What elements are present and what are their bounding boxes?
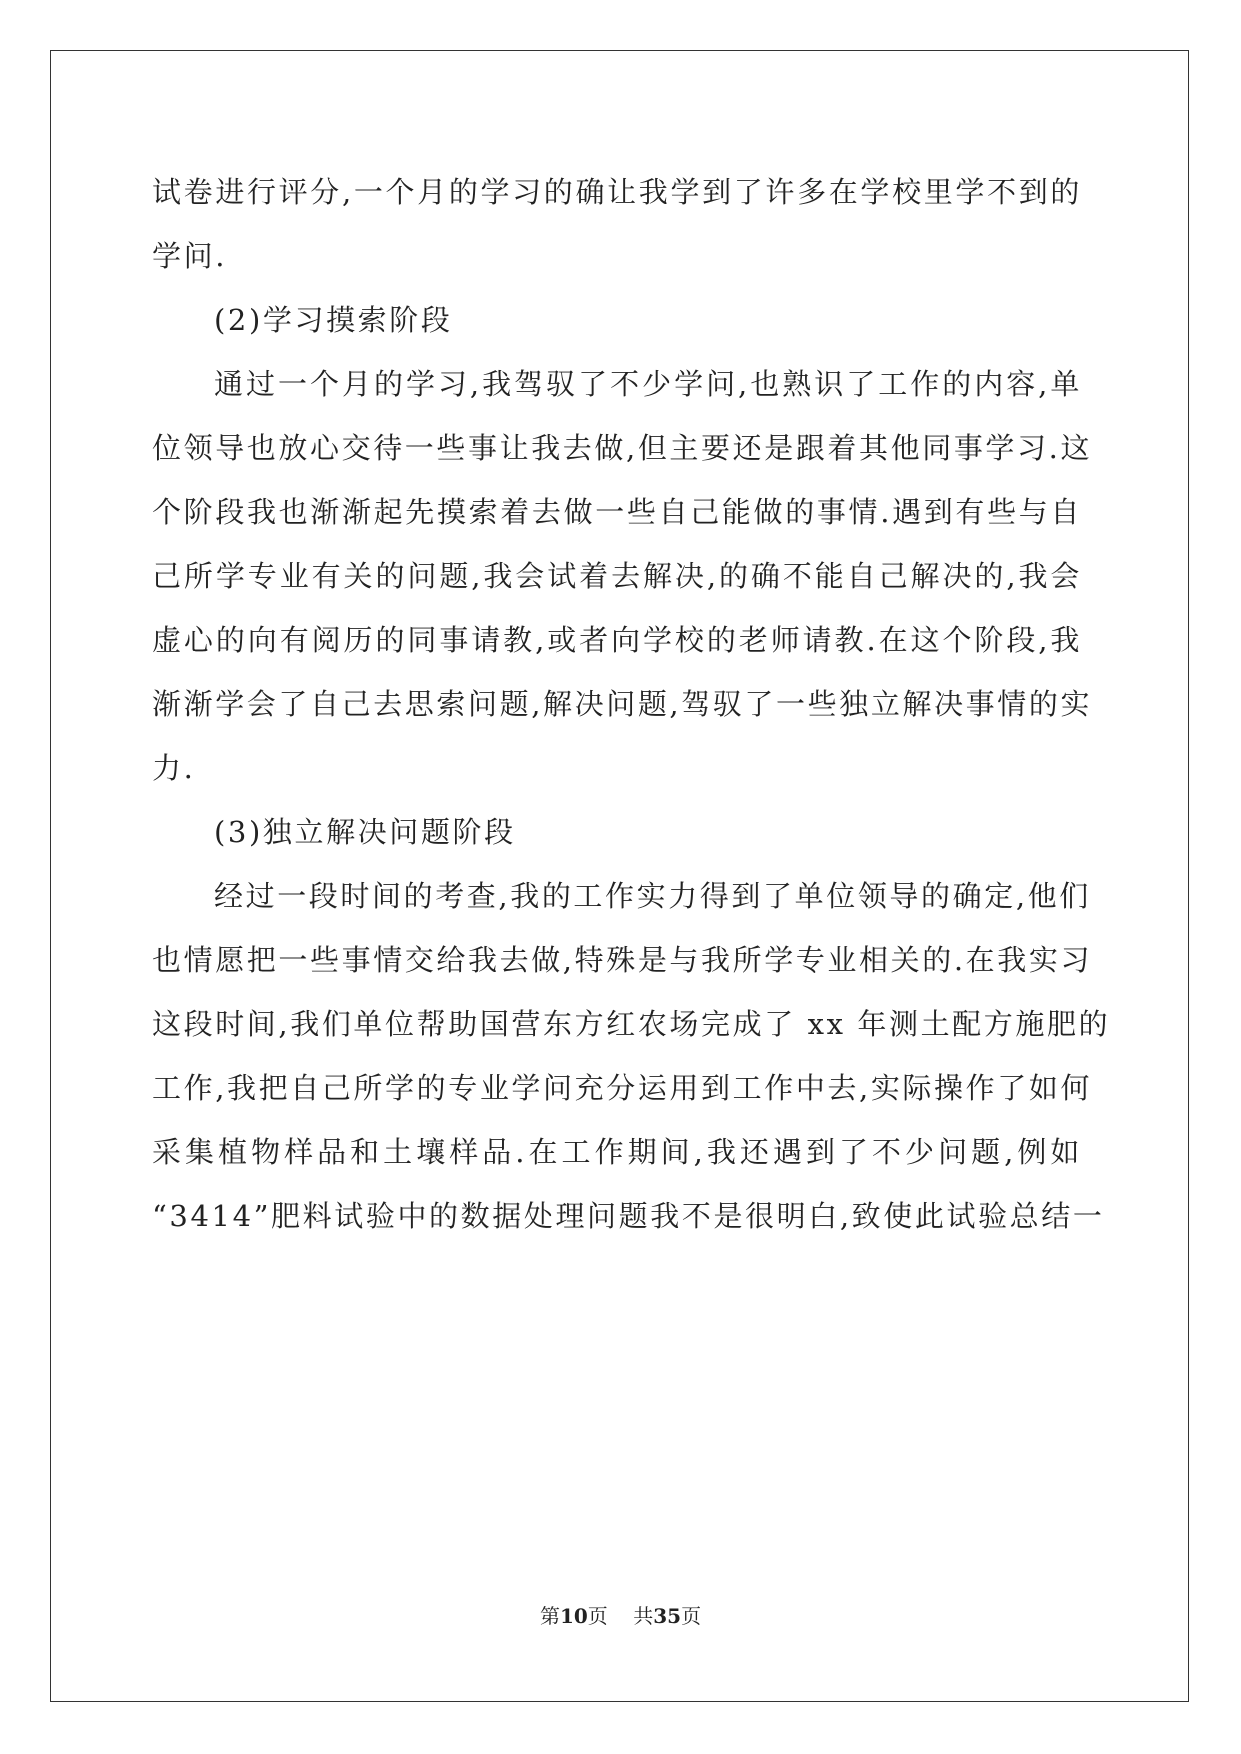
total-unit: 页 bbox=[681, 1604, 702, 1628]
document-body bbox=[152, 160, 1111, 1248]
text-line: 学问. bbox=[152, 239, 228, 273]
section-heading: (2)学习摸索阶段 bbox=[214, 303, 453, 337]
text-line: 这段时间,我们单位帮助国营东方红农场完成了 xx 年测土配方施肥的 bbox=[152, 1007, 1111, 1041]
text-line: 虚心的向有阅历的同事请教,或者向学校的老师请教.在这个阶段,我 bbox=[152, 623, 1082, 657]
text-line: 力. bbox=[152, 751, 196, 785]
text-line: 采集植物样品和土壤样品.在工作期间,我还遇到了不少问题,例如 bbox=[152, 1135, 1082, 1169]
page-number: 10 bbox=[559, 1604, 588, 1628]
page-prefix: 第 bbox=[539, 1604, 560, 1628]
text-line: 也情愿把一些事情交给我去做,特殊是与我所学专业相关的.在我实习 bbox=[152, 943, 1093, 977]
text-line: 己所学专业有关的问题,我会试着去解决,的确不能自己解决的,我会 bbox=[152, 559, 1082, 593]
text-line: 通过一个月的学习,我驾驭了不少学问,也熟识了工作的内容,单 bbox=[214, 367, 1082, 401]
section-heading: (3)独立解决问题阶段 bbox=[214, 815, 516, 849]
text-line: 位领导也放心交待一些事让我去做,但主要还是跟着其他同事学习.这 bbox=[152, 431, 1093, 465]
text-line: 个阶段我也渐渐起先摸索着去做一些自己能做的事情.遇到有些与自 bbox=[152, 495, 1082, 529]
text-line: 经过一段时间的考查,我的工作实力得到了单位领导的确定,他们 bbox=[214, 879, 1091, 913]
text-line: 工作,我把自己所学的专业学问充分运用到工作中去,实际操作了如何 bbox=[152, 1071, 1093, 1105]
text-line: “3414”肥料试验中的数据处理问题我不是很明白,致使此试验总结一 bbox=[152, 1199, 1105, 1233]
total-prefix: 共 bbox=[633, 1604, 654, 1628]
page-footer bbox=[0, 1600, 1241, 1629]
total-pages: 35 bbox=[653, 1604, 682, 1628]
text-line: 试卷进行评分,一个月的学习的确让我学到了许多在学校里学不到的 bbox=[152, 175, 1082, 209]
page-unit: 页 bbox=[587, 1604, 608, 1628]
text-line: 渐渐学会了自己去思索问题,解决问题,驾驭了一些独立解决事情的实 bbox=[152, 687, 1093, 721]
